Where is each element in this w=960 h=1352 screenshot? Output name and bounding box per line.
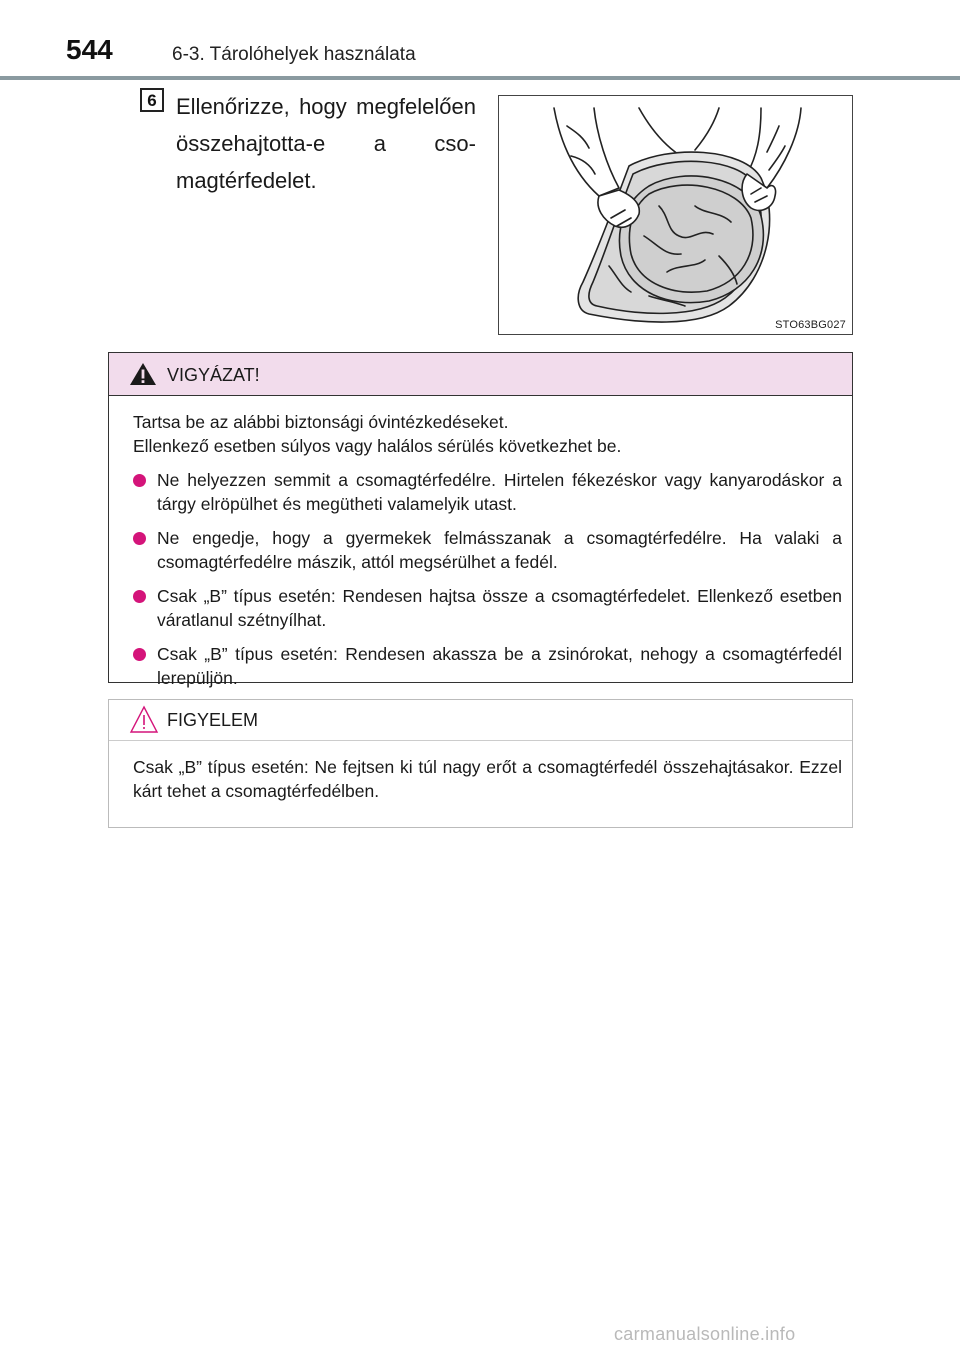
- warning-intro-line: Tartsa be az alábbi biztonsági óvintézkedéseket.: [133, 412, 509, 432]
- warning-bullet-item: [133, 469, 842, 516]
- bullet-dot-icon: [133, 474, 146, 487]
- notice-header: [109, 700, 852, 741]
- bullet-dot-icon: [133, 532, 146, 545]
- warning-bullet-text: Ne helyezzen semmit a csomagtérfedélre. Hirtelen fékezéskor vagy kanyarodáskor a tárgy elröpülhet és megütheti valamelyik utast.: [157, 470, 842, 514]
- warning-bullet-item: [133, 585, 842, 632]
- caution-triangle-outline-icon: [129, 705, 159, 735]
- bullet-dot-icon: [133, 648, 146, 661]
- watermark-text: carmanualsonline.info: [614, 1324, 796, 1344]
- notice-box: [108, 699, 853, 828]
- warning-box: [108, 352, 853, 688]
- warning-bullet-text: Csak „B” típus esetén: Rendesen akassza be a zsinórokat, nehogy a csomagtérfedél lerepüljön.: [157, 644, 842, 688]
- warning-bullet-text: Csak „B” típus esetén: Rendesen hajtsa össze a csomagtérfedelet. Ellenkező esetben váratlanul szétnyílhat.: [157, 586, 842, 630]
- warning-triangle-icon: [129, 362, 157, 386]
- folded-cargo-cover-illustration: [499, 96, 852, 334]
- warning-header: [109, 353, 852, 396]
- warning-bullet-text: Ne engedje, hogy a gyermekek felmásszanak a csomagtérfedélre. Ha valaki a csomagtérfedélre mászik, attól megsérülhet a fedél.: [157, 528, 842, 572]
- page-header: [0, 0, 960, 80]
- bullet-dot-icon: [133, 590, 146, 603]
- page-number: 544: [66, 34, 113, 65]
- cargo-cover-figure: [498, 95, 853, 335]
- section-title: 6-3. Tárolóhelyek használata: [172, 44, 416, 65]
- figure-code: STO63BG027: [775, 319, 846, 331]
- warning-bullet-item: [133, 643, 842, 690]
- warning-body: [133, 411, 842, 690]
- warning-title: VIGYÁZAT!: [167, 365, 260, 385]
- step-number-badge: 6: [140, 88, 164, 112]
- notice-title: FIGYELEM: [167, 710, 259, 730]
- warning-bullet-item: [133, 527, 842, 574]
- warning-intro-line: Ellenkező esetben súlyos vagy halálos sérülés következhet be.: [133, 435, 622, 456]
- step-instruction-text: Ellenőrizze, hogy megfelelően összehajtotta-e a csomagtérfedelet.: [176, 94, 476, 193]
- header-rule: [0, 76, 960, 80]
- notice-body: Csak „B” típus esetén: Ne fejtsen ki túl nagy erőt a csomagtérfedél összehajtásakor. Ezzel kárt tehet a csomagtérfedélben.: [133, 757, 842, 801]
